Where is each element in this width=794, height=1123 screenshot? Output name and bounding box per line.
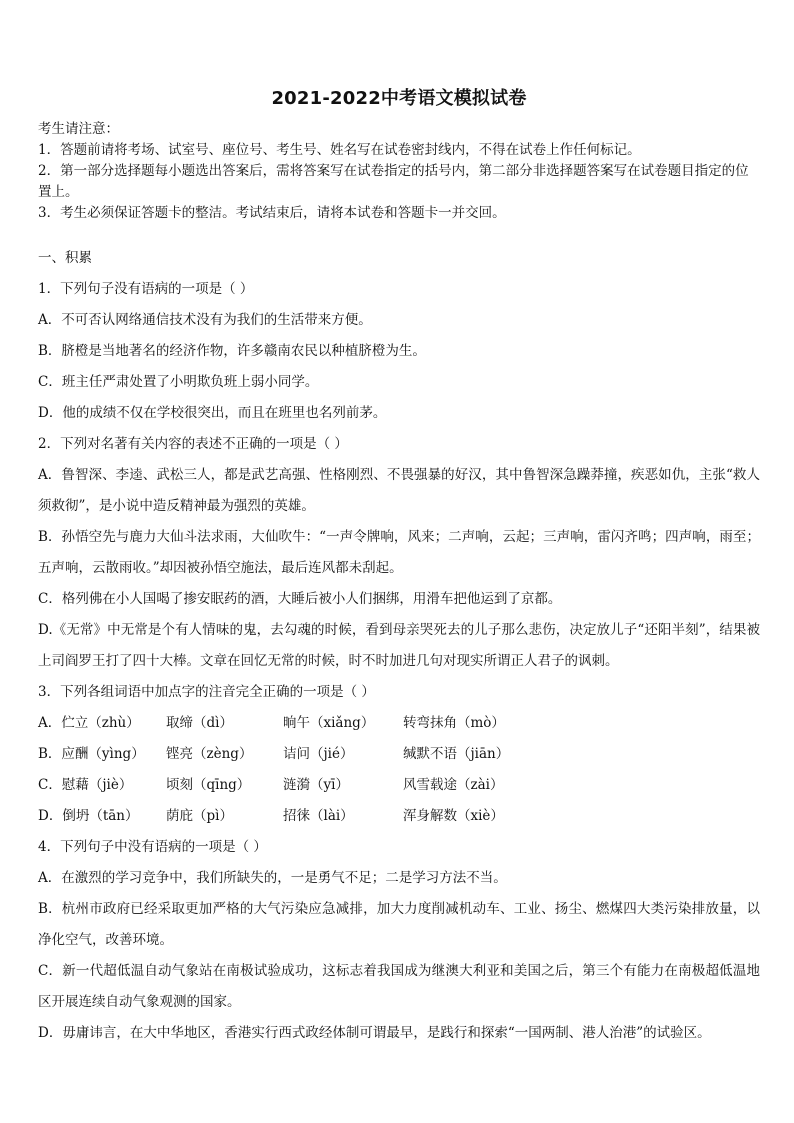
- pinyin-item: B．应酬（yìng）: [38, 746, 145, 762]
- pinyin-item: 转弯抹角（mò）: [403, 715, 505, 731]
- question-stem: 4．下列句子中没有语病的一项是（ ）: [38, 839, 267, 855]
- question-option: D．他的成绩不仅在学校很突出，而且在班里也名列前茅。: [38, 405, 387, 421]
- question-option: A．不可否认网络通信技术没有为我们的生活带来方便。: [38, 312, 372, 328]
- pinyin-option-row: [38, 801, 760, 832]
- pinyin-item: 取缔（dì）: [166, 715, 233, 731]
- exam-page: [38, 0, 760, 1123]
- question-option: A．鲁智深、李逵、武松三人，都是武艺高强、性格刚烈、不畏强暴的好汉，其中鲁智深急躁莽撞，疾恶如仇，主张“救人须救彻”，是小说中造反精神最为强烈的英雄。: [38, 467, 760, 514]
- question-stem: 3．下列各组词语中加点字的注音完全正确的一项是（ ）: [38, 684, 375, 700]
- pinyin-item: 招徕（lài）: [283, 808, 354, 824]
- pinyin-item: 涟漪（yī）: [283, 777, 349, 793]
- question-option: D.《无常》中无常是个有人情味的鬼，去勾魂的时候，看到母亲哭死去的儿子那么悲伤，决定放儿子“还阳半刻”，结果被上司阎罗王打了四十大棒。文章在回忆无常的时候，时不时加进几句对现实所谓正人君子的讽刺。: [38, 622, 760, 669]
- pinyin-item: 顷刻（qīng）: [166, 777, 251, 793]
- question-option: B．脐橙是当地著名的经济作物，许多赣南农民以种植脐橙为生。: [38, 343, 426, 359]
- notice-item: 2．第一部分选择题每小题选出答案后，需将答案写在试卷指定的括号内，第二部分非选择题答案写在试卷题目指定的位置上。: [38, 163, 749, 200]
- pinyin-item: 缄默不语（jiān）: [403, 746, 510, 762]
- pinyin-item: 荫庇（pì）: [166, 808, 233, 824]
- question-option: A．在激烈的学习竞争中，我们所缺失的，一是勇气不足；二是学习方法不当。: [38, 870, 507, 886]
- question-stem: 1．下列句子没有语病的一项是（ ）: [38, 281, 254, 297]
- pinyin-item: 晌午（xiǎng）: [283, 715, 375, 731]
- notice-item: 1．答题前请将考场、试室号、座位号、考生号、姓名写在试卷密封线内，不得在试卷上作任何标记。: [38, 142, 641, 158]
- question-option: C．班主任严肃处置了小明欺负班上弱小同学。: [38, 374, 319, 390]
- question-option: C．新一代超低温自动气象站在南极试验成功，这标志着我国成为继澳大利亚和美国之后，第三个有能力在南极超低温地区开展连续自动气象观测的国家。: [38, 963, 760, 1010]
- notice-block: [38, 119, 760, 224]
- pinyin-item: C．慰藉（jiè）: [38, 777, 133, 793]
- pinyin-item: 铿亮（zèng）: [166, 746, 253, 762]
- notice-heading: 考生请注意：: [38, 121, 119, 137]
- notice-item: 3．考生必须保证答题卡的整洁。考试结束后，请将本试卷和答题卡一并交回。: [38, 205, 506, 221]
- questions-body: [38, 243, 760, 1049]
- pinyin-item: 浑身解数（xiè）: [403, 808, 504, 824]
- pinyin-option-row: [38, 739, 760, 770]
- pinyin-item: 风雪载途（zài）: [403, 777, 504, 793]
- question-option: B．孙悟空先与鹿力大仙斗法求雨，大仙吹牛：“一声令牌响，风来；二声响，云起；三声响，雷闪齐鸣；四声响，雨至；五声响，云散雨收。”却因被孙悟空施法，最后连风都未刮起。: [38, 529, 760, 576]
- pinyin-item: D．倒坍（tān）: [38, 808, 139, 824]
- pinyin-option-row: [38, 770, 760, 801]
- pinyin-item: 诘问（jié）: [283, 746, 354, 762]
- section-heading: 一、积累: [38, 250, 92, 266]
- question-option: B．杭州市政府已经采取更加严格的大气污染应急减排，加大力度削减机动车、工业、扬尘、燃煤四大类污染排放量，以净化空气，改善环境。: [38, 901, 760, 948]
- question-option: C．格列佛在小人国喝了掺安眠药的酒，大睡后被小人们捆绑，用滑车把他运到了京都。: [38, 591, 562, 607]
- question-option: D．毋庸讳言，在大中华地区，香港实行西式政经体制可谓最早，是践行和探索“一国两制、港人治港”的试验区。: [38, 1025, 711, 1041]
- pinyin-option-row: [38, 708, 760, 739]
- question-stem: 2．下列对名著有关内容的表述不正确的一项是（ ）: [38, 436, 348, 452]
- page-title: 2021-2022中考语文模拟试卷: [271, 88, 527, 109]
- pinyin-item: A．伫立（zhù）: [38, 715, 140, 731]
